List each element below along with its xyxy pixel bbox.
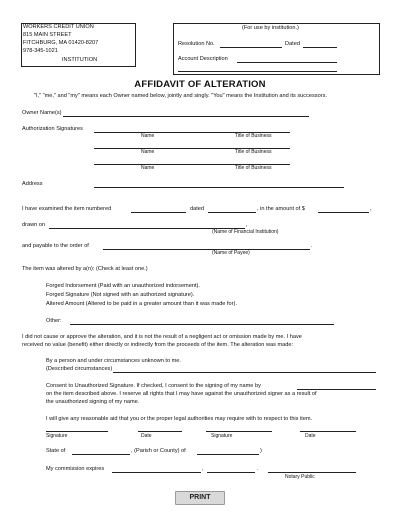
amount-field[interactable] (318, 212, 369, 213)
account-field-2[interactable] (178, 71, 337, 72)
commission-label: My commission expires (46, 466, 105, 472)
person-line-1[interactable]: By a person and under circumstances unknown to me. (46, 358, 181, 364)
payee-field[interactable] (103, 249, 310, 250)
state-label: State of (46, 448, 66, 454)
owner-label: Owner Name(s) (22, 110, 62, 116)
drawn-on-caption: (Name of Financial Institution) (212, 229, 279, 235)
notary-signature-field[interactable] (268, 472, 356, 473)
item-number-field[interactable] (131, 212, 186, 213)
state-end: ) (260, 448, 262, 454)
account-field[interactable] (237, 62, 337, 63)
form-title: AFFIDAVIT OF ALTERATION (134, 79, 266, 90)
altered-option-3[interactable]: Altered Amount (Altered to be paid in a greater amount than it was made for). (46, 301, 237, 307)
sig-title-1: Title of Business (235, 133, 272, 139)
institution-line-2: 815 MAIN STREET (23, 32, 72, 38)
county-field[interactable] (197, 454, 259, 455)
institution-line-1: WORKERS CREDIT UNION (23, 24, 94, 30)
signature-label-2: Signature (211, 433, 233, 439)
sig-name-3: Name (141, 165, 155, 171)
intro-text: "I," "me," and "my" means each Owner named below, jointly and singly. "You" means the Institution and its successors. (34, 93, 327, 99)
other-field[interactable] (70, 324, 334, 325)
aid-text: I will give any reasonable aid that you or the proper legal authorities may require with to respect to this item. (46, 416, 313, 422)
drawn-on-label: drawn on (22, 222, 46, 228)
examined-end: , (370, 206, 372, 212)
notary-label: Notary Public (285, 474, 315, 480)
commission-year-field[interactable] (207, 472, 255, 473)
institution-line-3: FITCHBURG, MA 01420-8207 (23, 40, 99, 46)
payee-caption: (Name of Payee) (212, 250, 250, 256)
commission-field[interactable] (112, 472, 201, 473)
sig-name-2: Name (141, 149, 155, 155)
date-line-2[interactable] (300, 431, 356, 432)
consent-line-3: the unauthorized signing of my name. (46, 399, 140, 405)
institution-label: INSTITUTION (62, 57, 98, 63)
dated-field[interactable] (303, 47, 337, 48)
consent-name-field[interactable] (297, 389, 376, 390)
examined-text-1: I have examined the item numbered (22, 206, 112, 212)
examined-text-2: dated (190, 206, 204, 212)
consent-line-1[interactable]: Consent to Unauthorized Signature. If checked, I consent to the signing of my name by (46, 383, 261, 389)
signature-line-2[interactable] (206, 431, 272, 432)
institution-line-4: 978-345-1021 (23, 48, 58, 54)
print-button[interactable]: PRINT (175, 491, 225, 505)
address-label: Address (22, 181, 43, 187)
auth-label: Authorization Signatures (22, 126, 83, 132)
date-label-1: Date (141, 433, 152, 439)
sig-name-1: Name (141, 133, 155, 139)
resolution-field[interactable] (220, 47, 282, 48)
signature-line-1[interactable] (46, 431, 108, 432)
account-label: Account Description (178, 56, 228, 62)
signature-label-1: Signature (46, 433, 68, 439)
owner-field[interactable] (63, 116, 309, 117)
commission-comma: , (202, 466, 204, 472)
date-line-1[interactable] (138, 431, 182, 432)
institution-use-header: (For use by institution.) (242, 25, 299, 31)
sig-title-3: Title of Business (235, 165, 272, 171)
payable-label: and payable to the order of (22, 243, 89, 249)
person-line-2: (Described circumstances) (46, 366, 113, 372)
state-field[interactable] (72, 454, 130, 455)
other-label: Other: (46, 318, 62, 324)
consent-line-2: on the item described above. I reserve all rights that I may have against the unauthorized signer as a result of (46, 391, 317, 397)
item-date-field[interactable] (208, 212, 256, 213)
statement-line-2: received no value (benefit) either directly or indirectly from the proceeds of the item. The alteration was made: (22, 342, 294, 348)
drawn-on-end: , (246, 222, 248, 228)
altered-intro: The item was altered by a(n): (Check at least one.) (22, 266, 148, 272)
circumstances-field[interactable] (113, 372, 376, 373)
altered-option-1[interactable]: Forged Indorsement (Paid with an unauthorized indorsement). (46, 283, 200, 289)
sig-title-2: Title of Business (235, 149, 272, 155)
payable-end: . (311, 243, 313, 249)
date-label-2: Date (305, 433, 316, 439)
commission-dot: . (257, 466, 259, 472)
address-field[interactable] (94, 187, 344, 188)
resolution-label: Resolution No. (178, 41, 215, 47)
altered-option-2[interactable]: Forged Signature (Not signed with an authorized signature). (46, 292, 195, 298)
examined-text-3: , in the amount of $ (257, 206, 305, 212)
county-label: , (Parish or County) of (131, 448, 186, 454)
statement-line-1: I did not cause or approve the alteration, and it is not the result of a negligent act or omission made by me. I have (22, 334, 302, 340)
dated-label: Dated (285, 41, 300, 47)
